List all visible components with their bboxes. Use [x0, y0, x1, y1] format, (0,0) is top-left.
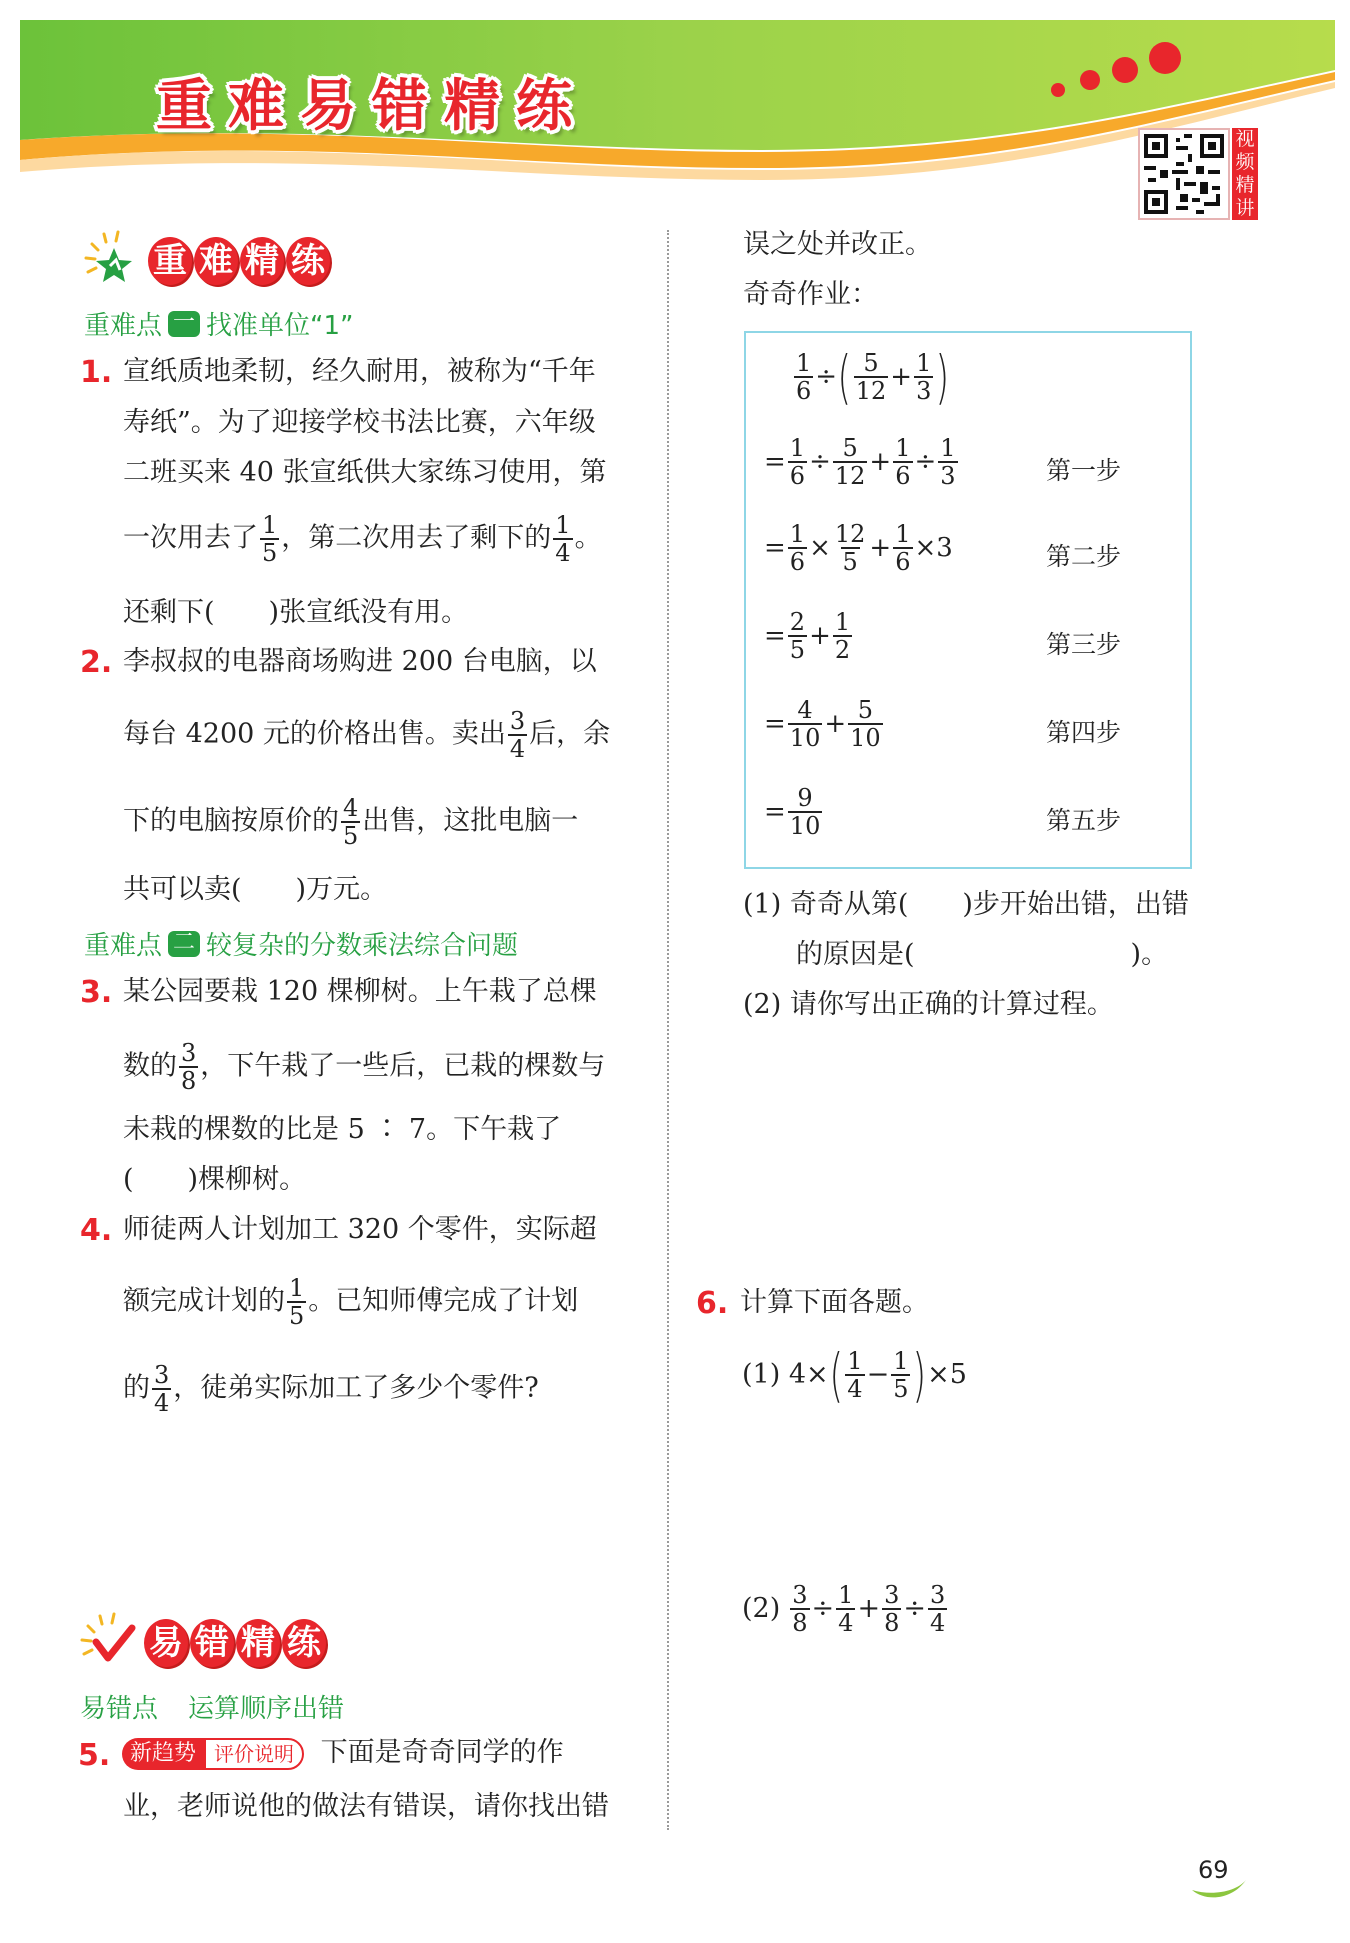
q4-line: 师徒两人计划加工 320 个零件，实际超: [123, 1214, 597, 1245]
fraction: [893, 521, 912, 575]
denominator: 8: [884, 1609, 900, 1637]
fraction: [788, 785, 823, 839]
section-pill: 难: [194, 237, 238, 285]
homework-row: [792, 343, 950, 411]
text-run: ，徒弟实际加工了多少个零件?: [173, 1372, 539, 1404]
operator: −: [866, 1359, 890, 1390]
fraction: [845, 1348, 864, 1402]
denominator: 3: [940, 462, 956, 490]
column-divider: [667, 230, 669, 1830]
operator: +: [824, 709, 847, 739]
q5-line: 误之处并改正。: [743, 229, 932, 260]
key-point-1: [84, 305, 354, 342]
denominator: 4: [509, 735, 526, 763]
denominator: 3: [916, 377, 932, 405]
q2-line: [123, 795, 578, 849]
operator: +: [890, 362, 913, 392]
homework-row: [764, 521, 953, 575]
step-label: 第五步: [1046, 806, 1122, 835]
equals: =: [764, 797, 786, 827]
denominator: 5: [289, 1302, 305, 1330]
text-run: 每台 4200 元的价格出售。卖出: [123, 718, 506, 750]
q6-problem-2: [742, 1582, 949, 1636]
qr-label-char: 精: [1235, 174, 1255, 196]
q1-line: 寿纸”。为了迎接学校书法比赛，六年级: [123, 407, 596, 438]
denominator: 5: [893, 1375, 909, 1403]
text-run: ，第二次用去了剩下的: [281, 522, 552, 554]
section-header-key-points: [84, 230, 330, 292]
denominator: 8: [181, 1067, 197, 1095]
fraction: [938, 435, 957, 489]
denominator: 10: [789, 724, 821, 752]
equals: =: [764, 533, 786, 563]
operator: ×: [809, 533, 831, 563]
numerator: 1: [789, 520, 806, 548]
text-run: 出售，这批电脑一: [362, 805, 579, 837]
denominator: 4: [929, 1609, 946, 1637]
key-point-badge: 一: [168, 311, 200, 337]
numerator: 3: [884, 1581, 900, 1609]
q4-line: [123, 1362, 539, 1416]
text-run: (2): [742, 1593, 781, 1624]
text-run: 后，余: [529, 718, 611, 750]
q1-line: 宣纸质地柔韧，经久耐用，被称为“千年: [123, 356, 596, 387]
q6-title: 计算下面各题。: [740, 1287, 929, 1318]
banner-char: 练: [516, 74, 572, 139]
section-header-error-prone: [80, 1612, 326, 1674]
step-label: 第一步: [1046, 456, 1122, 485]
text-run: 额完成计划的: [123, 1285, 285, 1317]
numerator: 1: [847, 1347, 863, 1375]
q3-line: ( )棵柳树。: [123, 1164, 307, 1195]
star-burst-icon: [84, 230, 146, 292]
fraction: [836, 1582, 855, 1636]
denominator: 4: [838, 1609, 854, 1637]
q5-sub-line: (1) 奇奇从第( )步开始出错，出错: [743, 889, 1189, 920]
numerator: 3: [154, 1361, 170, 1389]
equals: =: [764, 709, 786, 739]
numerator: 1: [789, 434, 806, 462]
question-number: 6.: [696, 1286, 729, 1321]
section-pill: 练: [286, 237, 330, 285]
key-point-prefix: 重难点: [84, 311, 163, 341]
left-paren: (: [829, 1341, 843, 1409]
text-run: 。: [574, 522, 602, 554]
denominator: 12: [855, 377, 887, 405]
q6-problem-1: [742, 1341, 967, 1409]
fraction: [833, 435, 868, 489]
section-pill: 重: [148, 237, 192, 285]
numerator: 5: [842, 434, 858, 462]
numerator: 3: [792, 1581, 808, 1609]
fraction: [893, 435, 912, 489]
denominator: 5: [842, 548, 858, 576]
section-pill: 易: [144, 1619, 188, 1667]
denominator: 10: [789, 812, 821, 840]
fraction: [341, 795, 360, 849]
page-number: 69: [1198, 1856, 1229, 1884]
denominator: 6: [796, 377, 812, 405]
q1-line: 还剩下( )张宣纸没有用。: [123, 597, 469, 628]
q2-line: 共可以卖( )万元。: [123, 874, 388, 905]
q5-line: 奇奇作业：: [743, 279, 878, 310]
fraction: [788, 609, 807, 663]
numerator: 1: [940, 434, 956, 462]
numerator: 1: [838, 1581, 854, 1609]
numerator: 1: [895, 434, 911, 462]
numerator: 1: [895, 520, 911, 548]
homework-row: [764, 435, 960, 489]
operator: +: [869, 533, 892, 563]
banner-char: 难: [228, 74, 284, 139]
denominator: 2: [834, 636, 851, 664]
denominator: 4: [847, 1375, 863, 1403]
denominator: 6: [789, 548, 806, 576]
fraction: [882, 1582, 901, 1636]
right-paren: ): [912, 1341, 927, 1409]
numerator: 1: [916, 349, 932, 377]
homework-row: [764, 785, 824, 839]
error-point-text: 运算顺序出错: [188, 1694, 345, 1724]
denominator: 6: [895, 462, 911, 490]
operator: ÷: [903, 1593, 926, 1624]
denominator: 10: [850, 724, 881, 752]
key-point-text: 较复杂的分数乘法综合问题: [206, 931, 519, 961]
fraction: [833, 521, 868, 575]
qr-code-icon[interactable]: [1138, 128, 1230, 220]
fraction: [508, 708, 527, 762]
question-number: 3.: [80, 975, 113, 1010]
denominator: 5: [789, 636, 806, 664]
question-number: 4.: [80, 1213, 113, 1248]
text-run: 一次用去了: [123, 522, 258, 554]
q2-line: [123, 708, 610, 762]
denominator: 6: [895, 548, 911, 576]
numerator: 1: [796, 349, 812, 377]
step-label: 第二步: [1046, 542, 1122, 571]
numerator: 5: [857, 696, 874, 724]
text-run: ×5: [927, 1359, 967, 1390]
operator: +: [869, 447, 892, 477]
q3-line: 某公园要栽 120 棵柳树。上午栽了总棵: [123, 976, 597, 1007]
numerator: 1: [555, 511, 571, 539]
text-run: 的: [123, 1372, 150, 1404]
qr-label: [1232, 128, 1258, 220]
question-number: 1.: [80, 355, 113, 390]
left-paren: (: [837, 343, 852, 411]
fraction: [788, 521, 807, 575]
numerator: 4: [797, 696, 813, 724]
numerator: 1: [262, 511, 278, 539]
operator: +: [857, 1593, 881, 1624]
text-run: 下面是奇奇同学的作: [320, 1737, 564, 1768]
numerator: 1: [893, 1347, 909, 1375]
q4-line: [123, 1275, 578, 1329]
q1-line: [123, 512, 602, 566]
denominator: 4: [555, 539, 571, 567]
key-point-badge: 二: [168, 931, 200, 957]
homework-box: [744, 331, 1192, 869]
banner-char: 精: [444, 74, 500, 139]
error-point: [80, 1688, 344, 1725]
qr-label-char: 视: [1235, 128, 1255, 150]
operator: ÷: [809, 447, 831, 477]
homework-row: [764, 609, 854, 663]
denominator: 12: [834, 462, 866, 490]
section-pill: 精: [240, 237, 284, 285]
numerator: 1: [289, 1274, 305, 1302]
q2-line: 李叔叔的电器商场购进 200 台电脑，以: [123, 646, 597, 677]
check-burst-icon: [80, 1612, 142, 1674]
operator: ÷: [914, 447, 937, 477]
qr-pattern: [1140, 130, 1228, 218]
numerator: 3: [181, 1039, 197, 1067]
fraction: [260, 512, 279, 566]
q5-line: [122, 1736, 564, 1770]
numerator: 12: [834, 520, 866, 548]
numerator: 5: [863, 349, 879, 377]
error-point-prefix: 易错点: [80, 1694, 159, 1724]
equals: =: [764, 447, 786, 477]
key-point-prefix: 重难点: [84, 931, 163, 961]
numerator: 3: [929, 1581, 946, 1609]
fraction: [152, 1362, 171, 1416]
banner-title: [150, 62, 578, 142]
numerator: 3: [509, 707, 526, 735]
denominator: 5: [262, 539, 278, 567]
operator: +: [809, 621, 831, 651]
fraction: [928, 1582, 947, 1636]
new-trend-badge: 新趋势: [122, 1738, 204, 1770]
operator: ×3: [914, 533, 953, 563]
denominator: 6: [789, 462, 806, 490]
fraction: [179, 1040, 198, 1094]
banner-char: 错: [372, 74, 428, 139]
step-label: 第四步: [1046, 718, 1122, 747]
banner-char: 易: [300, 74, 356, 139]
q5-line: 业，老师说他的做法有错误，请你找出错: [123, 1791, 609, 1822]
homework-row: [764, 697, 885, 751]
numerator: 9: [797, 784, 813, 812]
fraction: [848, 697, 883, 751]
text-run: 。已知师傅完成了计划: [308, 1285, 579, 1317]
evaluation-badge: 评价说明: [204, 1738, 304, 1770]
step-label: 第三步: [1046, 630, 1122, 659]
fraction: [553, 512, 572, 566]
numerator: 1: [834, 608, 851, 636]
denominator: 8: [792, 1609, 808, 1637]
q1-line: 二班买来 40 张宣纸供大家练习使用，第: [123, 457, 607, 488]
fraction: [788, 435, 807, 489]
denominator: 5: [343, 822, 359, 850]
fraction: [794, 350, 813, 404]
banner-char: 重: [156, 74, 212, 139]
q5-sub-line: 的原因是( )。: [796, 939, 1169, 970]
q5-sub-line: (2) 请你写出正确的计算过程。: [743, 989, 1114, 1020]
fraction: [914, 350, 933, 404]
fraction: [287, 1275, 306, 1329]
equals: =: [764, 621, 786, 651]
fraction: [833, 609, 852, 663]
text-run: (1) 4×: [742, 1359, 829, 1390]
numerator: 2: [789, 608, 806, 636]
text-run: ，下午栽了一些后，已栽的棵数与: [200, 1050, 606, 1082]
fraction: [854, 350, 889, 404]
section-pill: 精: [236, 1619, 280, 1667]
right-paren: ): [935, 343, 950, 411]
section-pill: 错: [190, 1619, 234, 1667]
q3-line: 未栽的棵数的比是 5 ∶ 7。下午栽了: [123, 1114, 562, 1145]
key-point-2: [84, 925, 518, 962]
key-point-text: 找准单位“1”: [206, 311, 354, 341]
operator: ÷: [811, 1593, 835, 1624]
q3-line: [123, 1040, 605, 1094]
question-number: 5.: [78, 1738, 111, 1773]
text-run: 下的电脑按原价的: [123, 805, 339, 837]
section-pill: 练: [282, 1619, 326, 1667]
question-number: 2.: [80, 645, 113, 680]
fraction: [891, 1348, 910, 1402]
numerator: 4: [343, 794, 359, 822]
fraction: [788, 697, 823, 751]
qr-label-char: 讲: [1235, 197, 1255, 219]
operator: ÷: [815, 362, 838, 392]
denominator: 4: [154, 1389, 170, 1417]
text-run: 数的: [123, 1050, 177, 1082]
fraction: [790, 1582, 809, 1636]
qr-label-char: 频: [1235, 151, 1255, 173]
